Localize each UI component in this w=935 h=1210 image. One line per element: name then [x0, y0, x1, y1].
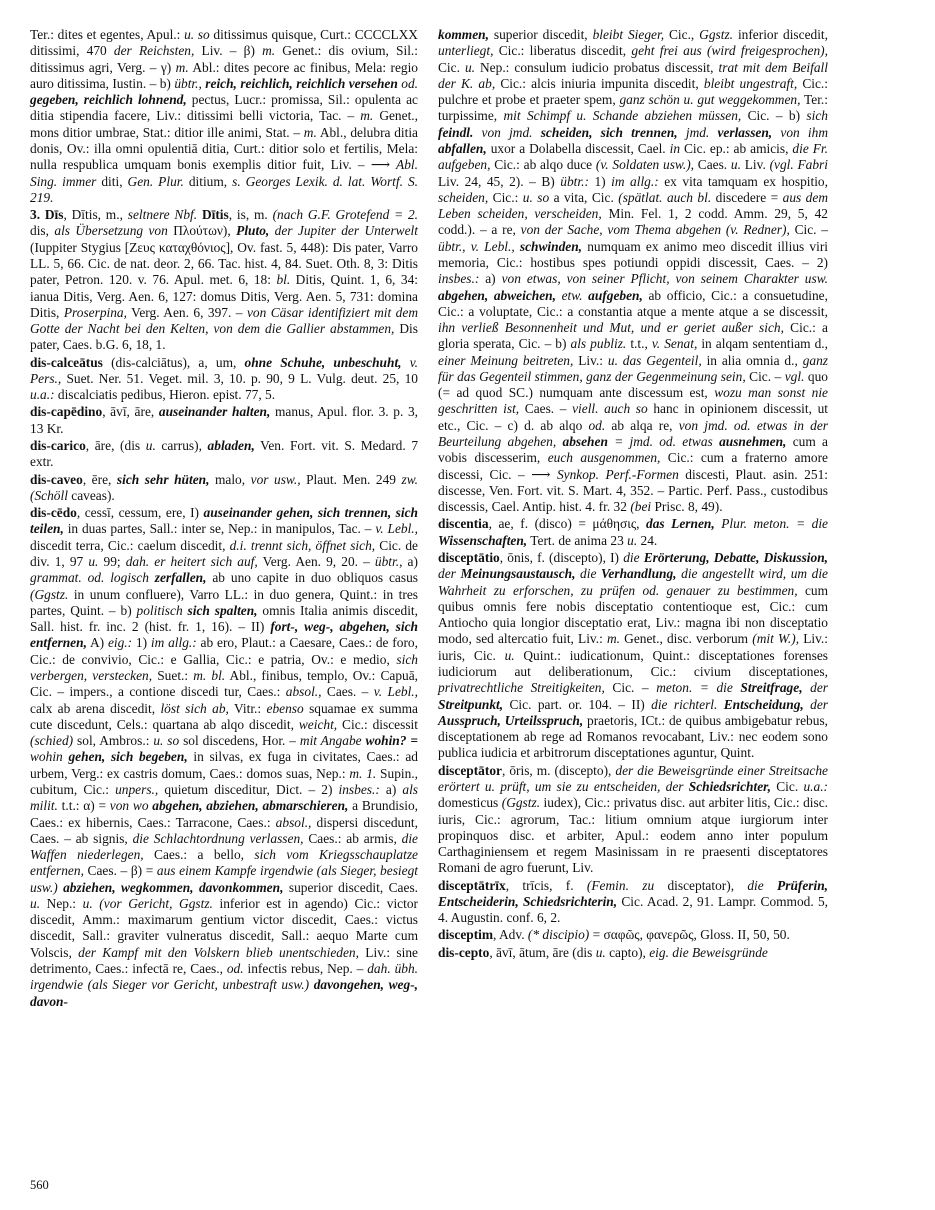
entry-disceptator: disceptātor, ōris, m. (discepto), der die Beweisgründe einer Streitsache erörtert u. prüft, um sie zu entscheiden, der Schiedsrichter, Cic. u.a.: domesticus (Ggstz. iudex), Cic.: privatus disc. aut arbiter litis, Cic.: disc. iuris, Cic.: agrorum, Tac.: litium omnium atque iurgiorum inter propinquos disc. et arbiter, Apul.: eodem anno inter populum Carthaginiensem et regem Masinissam in re praesenti disceptatores Romani de agro fuerunt, Liv. [438, 762, 828, 876]
entry-discentia: discentia, ae, f. (disco) = μάθησις, das Lernen, Plur. meton. = die Wissenschaften, Tert. de anima 23 u. 24. [438, 516, 828, 548]
entry-dis-pluto: 3. Dīs, Dītis, m., seltnere Nbf. Dītis, is, m. (nach G.F. Grotefend = 2. dis, als Übersetzung von Πλούτων), Pluto, der Jupiter der Unterwelt (Iuppiter Stygius [Ζευς καταχθόνιος], Ov. fast. 5, 448): Dis pater, Varro LL. 5, 66. Cic. de nat. deor. 2, 66. Tac. hist. 4, 84. Suet. Oth. 8, 3: Ditis pater, Petron. 120. v. 76. Apul. met. 6, 18: bl. Ditis, Quint. 1, 6, 34: ianua Ditis, Verg. Aen. 6, 127: domus Ditis, Verg. Aen. 5, 731: domina Ditis, Proserpina, Verg. Aen. 6, 397. – von Cäsar identifiziert mit dem Gotte der Nacht bei den Kelten, von dem die Gallier abstammen, Dis pater, Caes. b.G. 6, 18, 1. [30, 207, 418, 353]
entry-discalceatus: dis-calceātus (dis-calciātus), a, um, ohne Schuhe, unbeschuht, v. Pers., Suet. Ner. 51. Veget. mil. 3, 10. p. 90, 9 L. Vulg. deut. 25, 10 u.a.: discalciatis pedibus, Hieron. epist. 77, 5. [30, 354, 418, 403]
entry-discedo: dis-cēdo, cessī, cessum, ere, I) auseinander gehen, sich trennen, sich teilen, in duas partes, Sall.: inter se, Nep.: in manipulos, Tac. – v. Lebl., discedit terra, Cic.: caelum discedit, d.i. trennt sich, öffnet sich, Cic. de div. 1, 97 u. 99; dah. er heitert sich auf, Verg. Aen. 9, 20. – übtr., a) grammat. od. logisch zerfallen, ab uno capite in duo obliquos casus (Ggstz. in unum confluere), Varro LL.: in duo genera, Quint.: in tres partes, Quint. – b) politisch sich spalten, omnis Italia animis discedit, Sall. hist. fr. inc. 2 (hist. fr. 1, 16). – II) fort-, weg-, abgehen, sich entfernen, A) eig.: 1) im allg.: ab ero, Plaut.: a Caesare, Caes.: de foro, Cic.: de convivio, Cic.: e Gallia, Cic.: e patria, Ov.: e medio, sich verbergen, verstecken, Suet.: m. bl. Abl., finibus, templo, Ov.: Capuā, Cic. – impers., a contione discedi tur, Caes.: absol., Caes. – v. Lebl., calx ab arena discedit, löst sich ab, Vitr.: ebenso squamae ex summa cute discedunt, Cels.: quartana ab alqo discedit, weicht, Cic.: discessit (schied) sol, Ambros.: u. so sol discedens, Hor. – mit Angabe wohin? = wohin gehen, sich begeben, in silvas, ex fuga in civitates, Caes.: ad urbem, Verg.: ex castris domum, Caes.: domos suas, Nep.: m. 1. Supin., cubitum, Cic.: unpers., quietum disceditur, Dict. – 2) insbes.: a) als milit. t.t.: α) = von wo abgehen, abziehen, abmarschieren, a Brundisio, Caes.: ex hibernis, Caes.: Tarracone, Caes.: absol., dispersi discedunt, Caes. – ab signis, die Schlachtordnung verlassen, Caes.: ab armis, die Waffen niederlegen, Caes.: a bello, sich vom Kriegsschauplatze entfernen, Caes. – β) = aus einem Kampfe irgendwie (als Sieger, besiegt usw.) abziehen, wegkommen, davonkommen, superior discedit, Caes. u. Nep.: u. (vor Gericht, Ggstz. inferior est in agendo) Cic.: victor discedit, Amm.: maximarum gentium victor discedit, Caes.: victus discedit, Sall.: graviter vulneratus discedit, Sall.: aequo Marte cum Volscis, der Kampf mit den Volskern blieb unentschieden, Liv.: sine detrimento, Caes.: infectā re, Caes., od. infectis rebus, Nep. – dah. übh. irgendwie (als Sieger vor Gericht, unbestraft usw.) davongehen, weg-, davon- [30, 505, 419, 1009]
page-number: 560 [30, 1178, 49, 1192]
right-column [438, 27, 828, 961]
paragraph: Ter.: dites et egentes, Apul.: u. so ditissimus quisque, Curt.: CCCCLXX ditissimi, 470 der Reichsten, Liv. – β) m. Genet.: dis ovium, Sil.: ditissimus agri, Verg. – γ) m. Abl.: dites pecore ac finibus, Mela: regio auro ditissima, Iustin. – b) übtr., reich, reichlich, reichlich versehen od. gegeben, reichlich lohnend, pectus, Lucr.: promissa, Sil.: opulenta ac ditia stipendia facere, Liv.: ditissimi belli victoria, Tac. – m. Genet., mons ditior umbrae, Stat.: ditior ille animi, Stat. – m. Abl., delubra ditia donis, Ov.: illa omni opulentiā ditia, Curt.: ditior solo et fertilis, Mela: nulla respublica umquam bonis exemplis ditior fuit, Liv. – ⟶ Abl. Sing. immer diti, Gen. Plur. ditium, s. Georges Lexik. d. lat. Wortf. S. 219. [30, 27, 419, 205]
entry-discarico: dis-carico, āre, (dis u. carrus), abladen, Ven. Fort. vit. S. Medard. 7 extr. [30, 438, 419, 470]
entry-disceptim: disceptim, Adv. (* discipio) = σαφῶς, φανερῶς, Gloss. II, 50, 50. [438, 927, 790, 943]
entry-disceptatio: disceptātio, ōnis, f. (discepto), I) die Erörterung, Debatte, Diskussion, der Meinungsaustausch, die Verhandlung, die angestellt wird, um die Wahrheit zu erforschen, zu prüfen od. genauer zu bestimmen, cum quibus omnis fere nobis disceptatio contentioque est, Cic.: cum Antiocho quia longior disceptatio erat, Liv.: magna ibi non disceptatio modo, sed altercatio fuit, Liv.: m. Genet., disc. verborum (mit W.), Liv.: iuris, Cic. u. Quint.: iudicationum, Quint.: disceptationes forenses iudiciorum aut deliberationum, Cic.: civium disceptationes, privatrechtliche Streitigkeiten, Cic. – meton. = die Streitfrage, der Streitpunkt, Cic. part. or. 104. – II) die richterl. Entscheidung, der Ausspruch, Urteilsspruch, praetoris, ICt.: de quibus ambigebatur rebus, disceptationem ab rege ad Romanos revocabant, Liv.: nec eodem sono publica iudicia et arbitrorum disceptationes aguntur, Quint. [438, 550, 829, 761]
entry-discaveo: dis-caveo, ēre, sich sehr hüten, malo, vor usw., Plaut. Men. 249 zw. (Schöll caveas). [30, 471, 418, 503]
entry-discedo-continued: kommen, superior discedit, bleibt Sieger, Cic., Ggstz. inferior discedit, unterliegt, Cic.: liberatus discedit, geht frei aus (wird freigesprochen), Cic. u. Nep.: consulum iudicio probatus discessit, trat mit dem Beifall der K. ab, Cic.: alcis iniuria impunita discedit, bleibt ungestraft, Cic.: pulchre et probe et praeter spem, ganz schön u. gut weggekommen, Ter.: turpissime, mit Schimpf u. Schande abziehen müssen, Cic. – b) sich feindl. von jmd. scheiden, sich trennen, jmd. verlassen, von ihm abfallen, uxor a Dolabella discessit, Cael. in Cic. ep.: ab amicis, die Fr. aufgeben, Cic.: ab alqo duce (v. Soldaten usw.), Caes. u. Liv. (vgl. Fabri Liv. 24, 45, 2). – B) übtr.: 1) im allg.: ex vita tamquam ex hospitio, scheiden, Cic.: u. so a vita, Cic. (spätlat. auch bl. discedere = aus dem Leben scheiden, verscheiden, Min. Fel. 1, 2 codd. Amm. 29, 5, 42 codd.). – a re, von der Sache, vom Thema abgehen (v. Redner), Cic. – übtr., v. Lebl., schwinden, numquam ex animo meo discedit illius viri memoria, Cic.: hostibus spes potiundi oppidi discessit, Caes. – 2) insbes.: a) von etwas, von seiner Pflicht, von seinem Charakter usw. abgehen, abweichen, etw. aufgeben, ab officio, Cic.: a consuetudine, Cic.: a voluptate, Cic.: a constantia atque a mente atque a se discessit, ihn verließ Besonnenheit und Mut, und er geriet außer sich, Cic.: a gloria sperata, Cic. – b) als publiz. t.t., v. Senat, in alqam sententiam d., einer Meinung beitreten, Liv.: u. das Gegenteil, in alia omnia d., ganz für das Gegenteil stimmen, ganz der Gegenmeinung sein, Cic. – vgl. quo (= ad quod SC.) numquam ante discessum est, wozu man sonst nie geschritten ist, Caes. – viell. auch so hanc in opinionem discessit, ut etc., Cic. – c) d. ab alqo od. ab alqa re, von jmd. od. etwas in der Beurteilung abgehen, absehen = jmd. od. etwas ausnehmen, cum a vobis discesserim, euch ausgenommen, Cic.: cum a fraterno amore discessi, Cic. – ⟶ Synkop. Perf.-Formen discesti, Plaut. asin. 251: discesse, Ven. Fort. vit. S. Mart. 4, 352. – Partic. Perf. Pass., custodibus discessis, Cael. Antip. hist. 4. fr. 32 (bei Prisc. 8, 49). [438, 27, 829, 515]
entry-discapedino: dis-capēdino, āvī, āre, auseinander halten, manus, Apul. flor. 3. p. 3, 13 Kr. [30, 404, 418, 436]
left-column [30, 27, 418, 1010]
entry-discepto: dis-cepto, āvī, ātum, āre (dis u. capto), eig. die Beweisgründe [438, 944, 768, 960]
entry-disceptatrix: disceptātrīx, trīcis, f. (Femin. zu disceptator), die Prüferin, Entscheiderin, Schiedsrichterin, Cic. Acad. 2, 91. Lampr. Commod. 5, 4. Augustin. conf. 6, 2. [438, 877, 829, 926]
